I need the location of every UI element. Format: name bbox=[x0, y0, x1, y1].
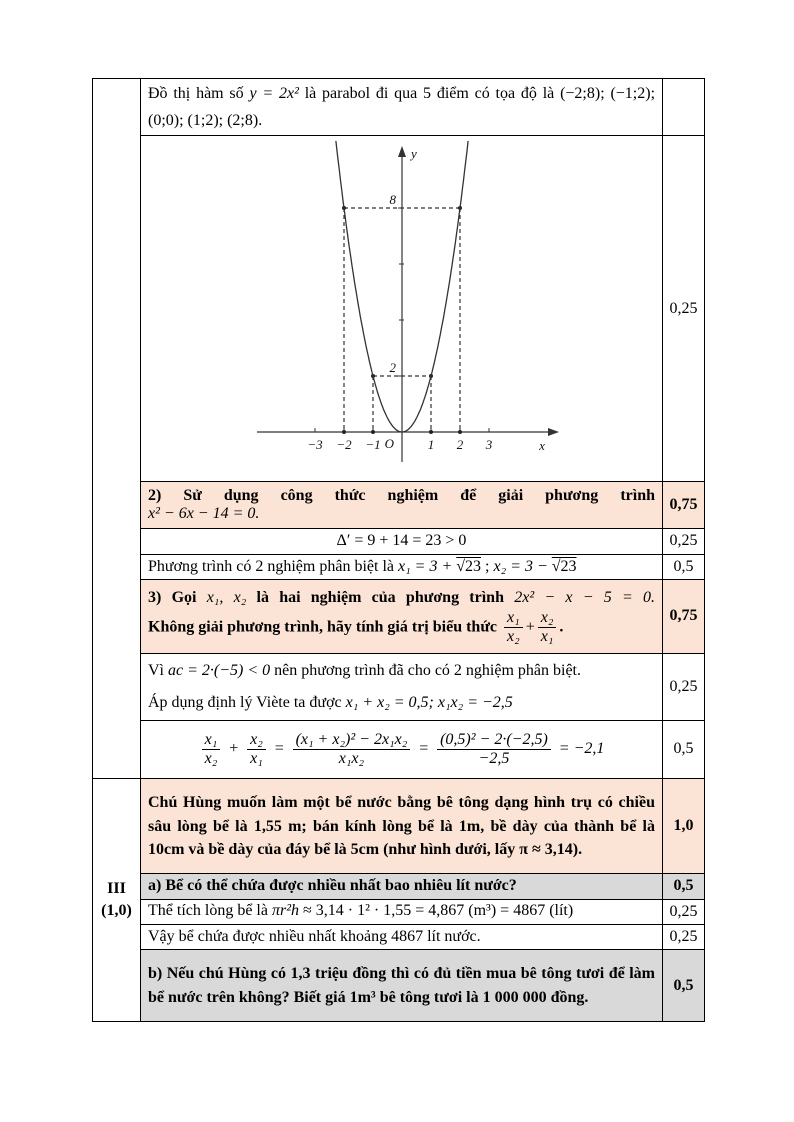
fraction-x2-x1: $\frac{\text{x₂}}{\text{x₁}}$ bbox=[247, 731, 266, 769]
q4-intro-cell: Chú Hùng muốn làm một bể nước bằng bê tông dạng hình trụ có chiều sâu lòng bể là 1,55 m; bán kính lòng bể là 1m, bề dày của thành bể là 10cm và bề dày của đáy bể là 5cm (như hình dưới, lấy π ≈ 3,14). bbox=[141, 779, 663, 874]
row-q3-viete bbox=[93, 654, 705, 721]
intro-cell bbox=[141, 79, 663, 136]
parabola-graph bbox=[232, 140, 572, 480]
score-cell: 0,5 bbox=[663, 554, 705, 579]
score-cell: 0,75 bbox=[663, 482, 705, 529]
svg-text:2: 2 bbox=[456, 436, 463, 452]
fraction-numeric: $\frac{\text{(0,5)² − 2·(−2,5)}}{-2,5}$ bbox=[437, 731, 551, 769]
viete-condition: ac = 2·(−5) < 0 bbox=[168, 662, 271, 680]
row-q4b-header bbox=[93, 950, 705, 1022]
q4a-conclusion-cell: Vậy bể chứa được nhiều nhất khoảng 4867 lít nước. bbox=[141, 924, 663, 949]
row-q4-intro bbox=[93, 779, 705, 874]
intro-coordinates: (−2;8); (−1;2); (0;0); (1;2); (2;8). bbox=[148, 85, 656, 130]
result-value: = −2,1 bbox=[558, 740, 605, 758]
row-q4a-header bbox=[93, 874, 705, 899]
row-q2-header bbox=[93, 482, 705, 529]
svg-text:O: O bbox=[384, 435, 394, 451]
q2-header-equation: x² − 6x − 14 = 0. bbox=[148, 505, 260, 523]
svg-text:1: 1 bbox=[427, 436, 434, 452]
viete-sums: x₁ + x₂ = 0,5; x₁x₂ = −2,5 bbox=[345, 694, 513, 712]
svg-text:y: y bbox=[410, 145, 417, 161]
volume-formula: πr²h bbox=[271, 902, 300, 920]
fraction-x1-x2: $\frac{\text{x₁}}{\text{x₂}}$ bbox=[202, 731, 221, 769]
score-cell: 0,25 bbox=[663, 654, 705, 721]
row-q2-roots bbox=[93, 554, 705, 579]
score-cell: 0,25 bbox=[663, 529, 705, 554]
score-cell: 0,5 bbox=[663, 950, 705, 1022]
fraction-x1-x2: $\frac{\text{x₁}}{\text{x₂}}$ bbox=[504, 609, 523, 647]
svg-text:−1: −1 bbox=[364, 436, 381, 452]
q2-delta-cell: Δ′ = 9 + 14 = 23 > 0 bbox=[141, 529, 663, 554]
svg-text:−3: −3 bbox=[306, 436, 323, 452]
row-q3-calculation bbox=[93, 721, 705, 779]
q2-header-line1: 2) Sử dụng công thức nghiệm để giải phương trình bbox=[148, 486, 655, 504]
plus-operator: + bbox=[228, 740, 240, 758]
q4a-header-cell: a) Bể có thể chứa được nhiều nhất bao nhiêu lít nước? bbox=[141, 874, 663, 899]
q3-calc-formula bbox=[148, 731, 655, 769]
row-intro bbox=[93, 79, 705, 136]
q3-variables: x₁, x₂ bbox=[206, 588, 247, 606]
fraction-symbolic: $\frac{\text{(x₁ + x₂)² − 2x₁x₂}}{\text{x₁x₂}}$ bbox=[293, 731, 411, 769]
q4b-header-cell: b) Nếu chú Hùng có 1,3 triệu đồng thì có đủ tiền mua bê tông tươi để làm bể nước trên không? Biết giá 1m³ bê tông tươi là 1 000 000 đồng. bbox=[141, 950, 663, 1022]
score-cell bbox=[663, 79, 705, 136]
graph-cell bbox=[141, 136, 663, 482]
section-points: (1,0) bbox=[101, 902, 132, 920]
score-cell: 0,5 bbox=[663, 874, 705, 899]
root1: x₁ = 3 + bbox=[397, 557, 457, 575]
root1-radical: √23 bbox=[456, 557, 482, 575]
root2: x₂ = 3 − bbox=[493, 557, 552, 575]
fraction-x2-x1: $\frac{\text{x₂}}{\text{x₁}}$ bbox=[538, 609, 557, 647]
section-roman: III bbox=[107, 879, 126, 897]
root2-radical: √23 bbox=[551, 557, 577, 575]
row-graph bbox=[93, 136, 705, 482]
score-cell: 0,5 bbox=[663, 721, 705, 779]
section-cell-iii bbox=[93, 779, 141, 1022]
q2-header-cell bbox=[141, 482, 663, 529]
score-cell: 1,0 bbox=[663, 779, 705, 874]
score-cell: 0,25 bbox=[663, 899, 705, 924]
q3-equation: 2x² − x − 5 = 0. bbox=[514, 588, 656, 606]
svg-text:3: 3 bbox=[485, 436, 492, 452]
section-cell-empty bbox=[93, 79, 141, 779]
svg-text:2: 2 bbox=[389, 359, 396, 375]
score-cell: 0,25 bbox=[663, 924, 705, 949]
q2-roots-text: Phương trình có 2 nghiệm phân biệt là bbox=[148, 557, 398, 575]
q3-viete-cell: Vì ac = 2·(−5) < 0 nên phương trình đã cho có 2 nghiệm phân biệt. Áp dụng định lý Viète ta được x₁ + x₂ = 0,5; x₁x₂ = −2,5 bbox=[141, 654, 663, 721]
svg-text:8: 8 bbox=[389, 191, 396, 207]
svg-text:−2: −2 bbox=[335, 436, 352, 452]
intro-text-post: là parabol đi qua 5 điểm có tọa độ là bbox=[298, 85, 561, 102]
q3-calc-cell bbox=[141, 721, 663, 779]
score-cell: 0,25 bbox=[663, 136, 705, 482]
roots-separator: ; bbox=[481, 557, 494, 575]
row-q2-delta bbox=[93, 529, 705, 554]
intro-equation: y = 2x² bbox=[249, 85, 299, 102]
plus-operator: + bbox=[525, 618, 535, 636]
score-cell: 0,75 bbox=[663, 580, 705, 654]
equals-sign: = bbox=[418, 740, 430, 758]
q2-roots-cell bbox=[141, 554, 663, 579]
intro-text-pre: Đồ thị hàm số bbox=[148, 85, 250, 102]
q3-header-cell bbox=[141, 580, 663, 654]
svg-text:x: x bbox=[538, 437, 545, 453]
row-q4a-conclusion bbox=[93, 924, 705, 949]
q4a-volume-cell: Thể tích lòng bể là πr²h ≈ 3,14 · 1² · 1,55 = 4,867 (m³) = 4867 (lít) bbox=[141, 899, 663, 924]
answer-key-table bbox=[92, 78, 705, 1022]
q3-header-line1: 3) Gọi x₁, x₂ là hai nghiệm của phương trình 2x² − x − 5 = 0. bbox=[148, 588, 656, 606]
equals-sign: = bbox=[273, 740, 285, 758]
q3-header-line2: Không giải phương trình, hãy tính giá trị biểu thức $\frac{\text{x₁}}{\text{x₂}}$ + $\frac{\text{x₂}}{\text{x₁}}$ . bbox=[148, 608, 564, 646]
row-q3-header bbox=[93, 580, 705, 654]
row-q4a-volume bbox=[93, 899, 705, 924]
